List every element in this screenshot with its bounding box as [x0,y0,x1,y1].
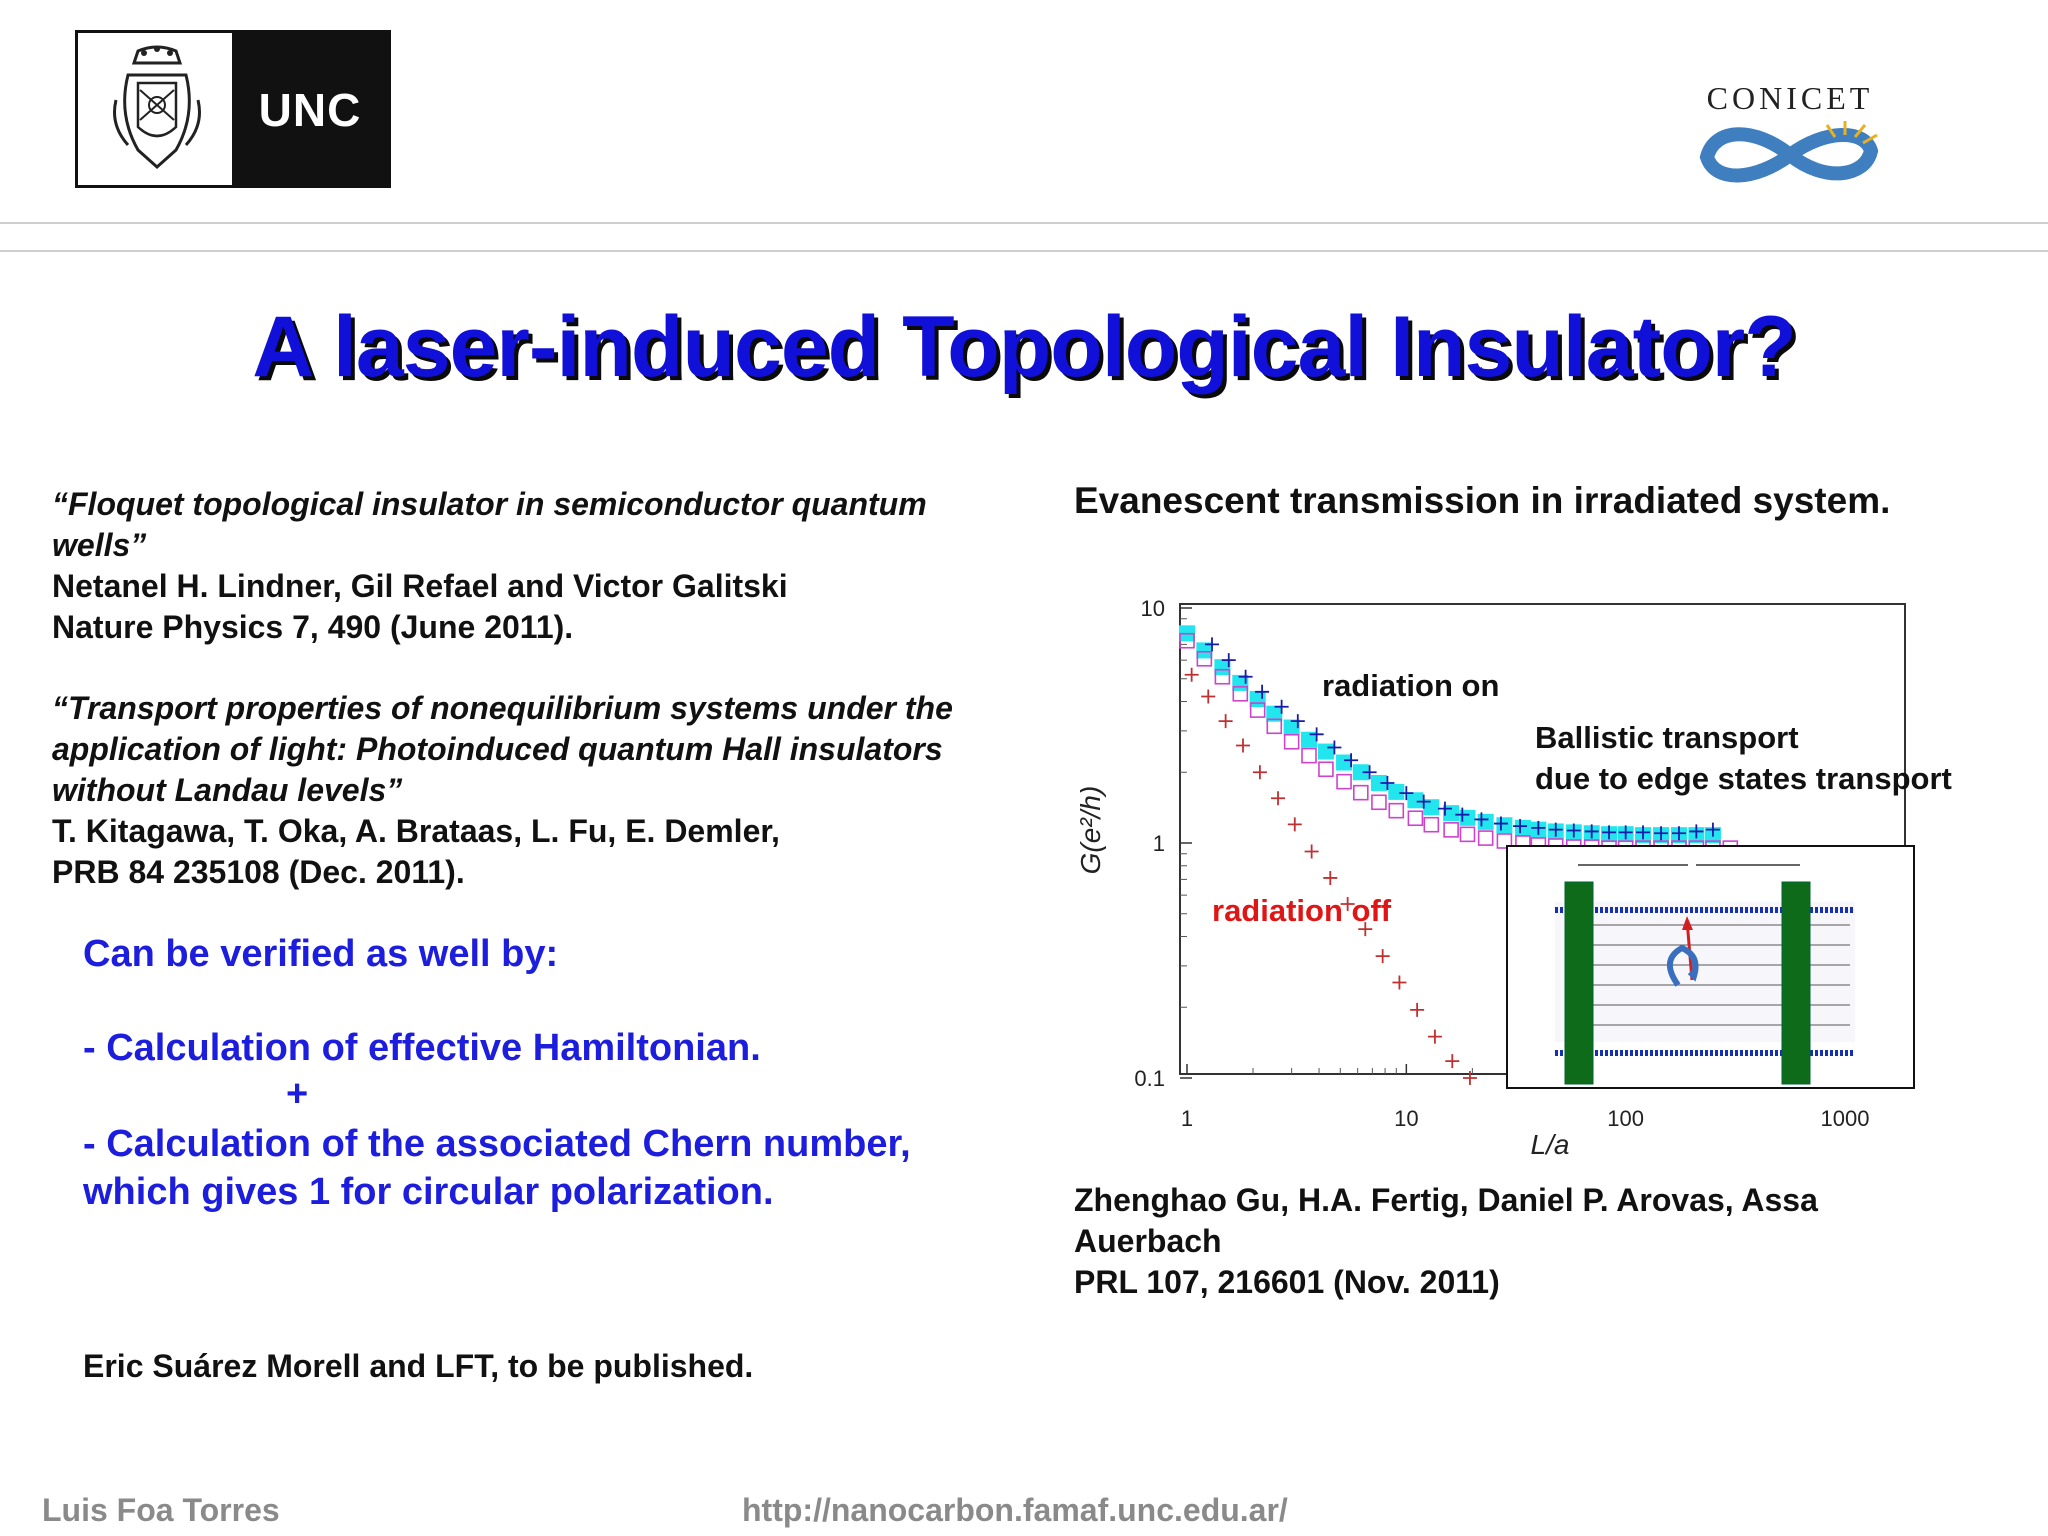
annotation-radiation-on: radiation on [1322,668,1500,703]
annotation-ballistic-line2: due to edge states transport [1535,761,1952,796]
reference-1 [52,484,1042,648]
x-tick-label: 1 [1180,1106,1194,1131]
verify-item2-line1: - Calculation of the associated Chern number, [83,1123,911,1165]
citation-line3: PRL 107, 216601 (Nov. 2011) [1074,1264,1500,1300]
ref1-journal: Nature Physics 7, 490 (June 2011). [52,609,574,645]
unc-crest-icon [108,45,206,173]
ref2-title-line3: without Landau levels” [52,772,403,808]
data-point-series-0 [1336,755,1352,771]
verify-item1: - Calculation of effective Hamiltonian. [83,1027,761,1069]
unc-logo [75,30,391,188]
footer-author: Luis Foa Torres [42,1492,280,1528]
y-tick-label: 1 [1152,831,1165,856]
publication-note: Eric Suárez Morell and LFT, to be published. [83,1348,754,1384]
verify-heading: Can be verified as well by: [83,933,559,975]
x-tick-label: 10 [1394,1106,1419,1131]
x-tick-label: 1000 [1820,1106,1870,1131]
x-tick-label: 100 [1607,1106,1645,1131]
annotation-ballistic-line1: Ballistic transport [1535,720,1799,755]
reference-2 [52,688,1052,893]
verify-item2-line2: which gives 1 for circular polarization. [83,1171,774,1213]
x-axis-label: L/a [1530,1129,1570,1160]
annotation-radiation-off: radiation off [1212,893,1392,928]
conicet-logo [1690,80,1890,200]
data-point-series-0 [1388,784,1404,800]
data-point-series-0 [1250,691,1266,707]
data-point-series-0 [1515,820,1531,836]
ref1-title-line2: wells” [52,527,147,563]
footer-url[interactable]: http://nanocarbon.famaf.unc.edu.ar/ [742,1492,1288,1528]
data-point-series-0 [1496,817,1512,833]
unc-logo-text: UNC [258,84,362,136]
citation-line1: Zhenghao Gu, H.A. Fertig, Daniel P. Arovas, Assa [1074,1182,1818,1218]
right-heading: Evanescent transmission in irradiated system. [1074,480,1891,521]
header-divider-bottom [0,250,2048,252]
ref2-title-line1: “Transport properties of nonequilibrium systems under the [52,690,953,726]
data-point-series-0 [1318,744,1334,760]
transmission-chart [1060,580,2020,1180]
y-tick-label: 0.1 [1134,1066,1165,1091]
slide-title: A laser-induced Topological Insulator? [252,299,1796,395]
ref2-title-line2: application of light: Photoinduced quantum Hall insulators [52,731,943,767]
verify-plus: + [286,1073,309,1115]
ref2-authors: T. Kitagawa, T. Oka, A. Brataas, L. Fu, E. Demler, [52,813,780,849]
data-point-series-0 [1478,814,1494,830]
y-tick-label: 10 [1140,596,1165,621]
device-inset [1507,846,1914,1088]
data-point-series-0 [1407,792,1423,808]
ref2-journal: PRB 84 235108 (Dec. 2011). [52,854,465,890]
citation-line2: Auerbach [1074,1223,1222,1259]
conicet-infinity-icon [1695,117,1885,187]
y-axis-label: G(e²/h) [1075,785,1106,875]
ref1-authors: Netanel H. Lindner, Gil Refael and Victor Galitski [52,568,788,604]
header-divider-top [0,222,2048,224]
conicet-logo-text: CONICET [1706,80,1874,116]
ref1-title-line1: “Floquet topological insulator in semiconductor quantum [52,486,927,522]
